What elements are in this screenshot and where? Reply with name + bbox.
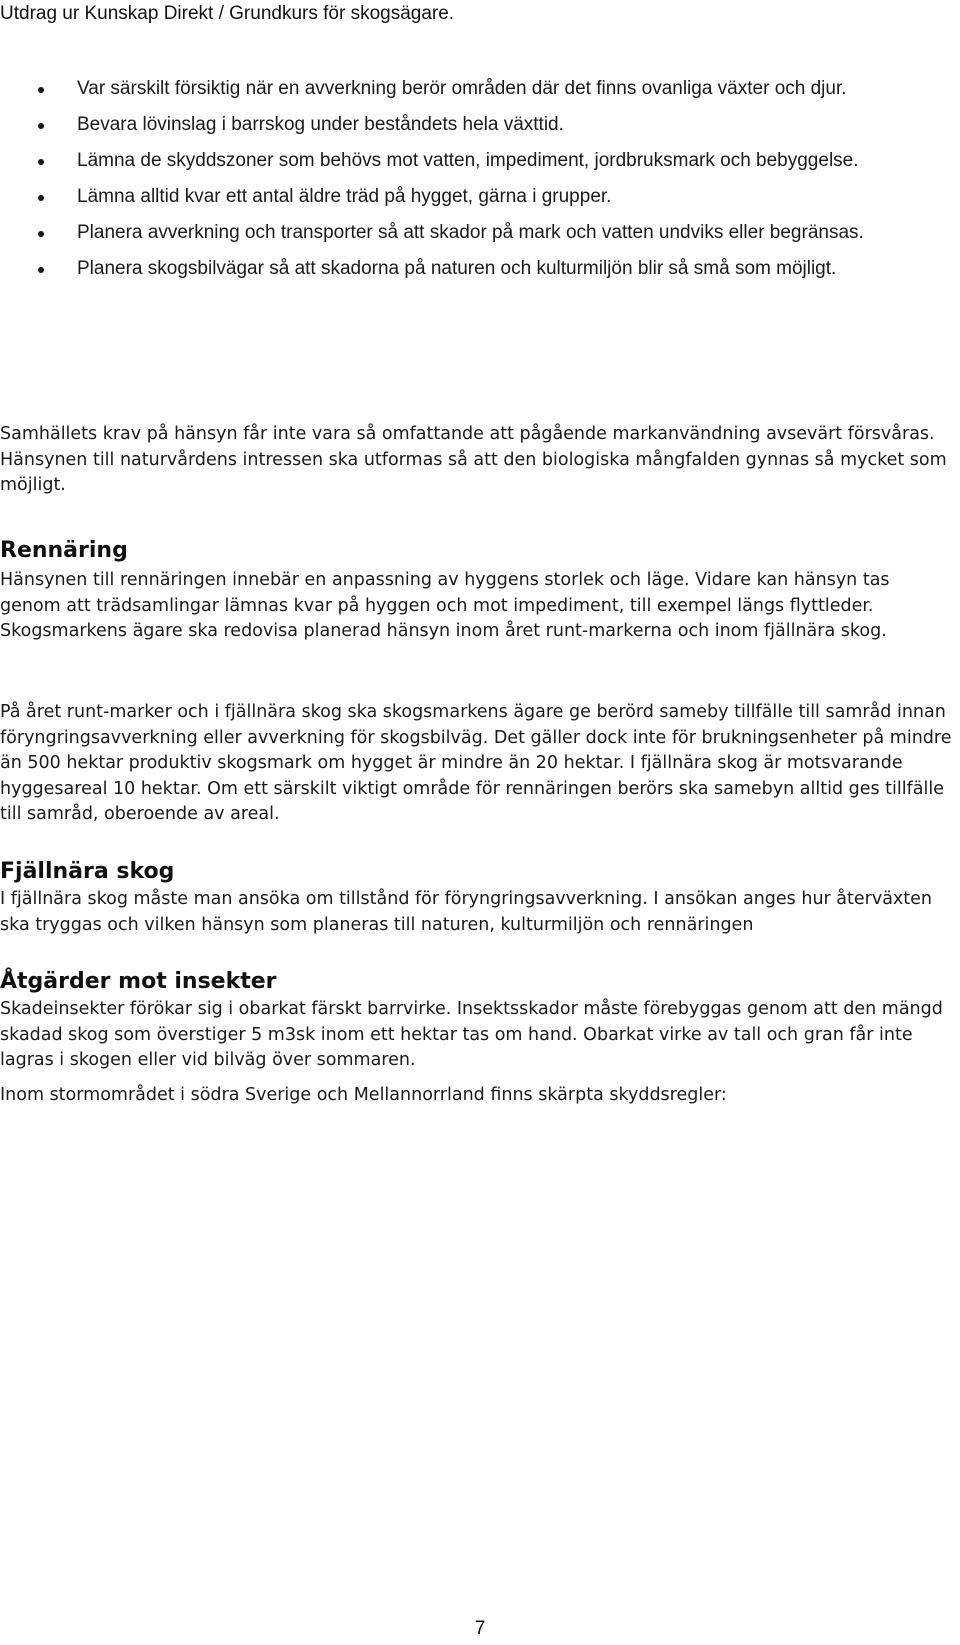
list-item-text: Planera skogsbilvägar så att skadorna på naturen och kulturmiljön blir så små som möjligt.	[77, 258, 837, 279]
paragraph-fjallnara: I fjällnära skog måste man ansöka om tillstånd för föryngringsavverkning. I ansökan anges hur återväxten ska tryggas och vilken hänsyn som planeras till naturen, kulturmiljön och rennäringen	[0, 889, 932, 935]
bullet-icon	[38, 87, 44, 93]
list-item	[0, 180, 960, 214]
paragraph-rennaring-2: På året runt-marker och i fjällnära skog ska skogsmarkens ägare ge berörd sameby tillfälle till samråd innan föryngringsavverkning eller avverkning för skogsbilväg. Det gäller dock inte för brukningsenheter på mindre än 500 hektar produktiv skogsmark om hygget är mindre än 20 hektar. I fjällnära skog är motsvarande hyggesareal 10 hektar. Om ett särskilt viktigt område för rennäringen berörs ska samebyn alltid ges tillfälle till samråd, oberoende av areal.	[0, 702, 952, 824]
list-item-text: Lämna alltid kvar ett antal äldre träd på hygget, gärna i grupper.	[77, 186, 612, 207]
heading-fjallnara-skog: Fjällnära skog	[0, 859, 175, 884]
bullet-icon	[38, 159, 44, 165]
list-item	[0, 216, 960, 250]
page-number: 7	[474, 1618, 486, 1639]
paragraph-insekter-2: Inom stormområdet i södra Sverige och Mellannorrland finns skärpta skyddsregler:	[0, 1085, 727, 1105]
heading-atgarder-mot-insekter: Åtgärder mot insekter	[0, 969, 277, 994]
list-item-text: Planera avverkning och transporter så att skador på mark och vatten undviks eller begränsas.	[77, 222, 864, 243]
paragraph-samhallets-krav: Samhällets krav på hänsyn får inte vara så omfattande att pågående markanvändning avsevärt försvåras. Hänsynen till naturvårdens intressen ska utformas så att den biologiska mångfalden gynnas så mycket som möjligt.	[0, 424, 947, 495]
list-item	[0, 108, 960, 142]
list-item-text: Var särskilt försiktig när en avverkning berör områden där det finns ovanliga växter och djur.	[77, 78, 847, 99]
list-item	[0, 72, 960, 106]
bullet-list	[0, 72, 960, 288]
paragraph-rennaring-1: Hänsynen till rennäringen innebär en anpassning av hyggens storlek och läge. Vidare kan hänsyn tas genom att trädsamlingar lämnas kvar på hyggen och mot impediment, till exempel längs flyttleder. Skogsmarkens ägare ska redovisa planerad hänsyn inom året runt-markerna och inom fjällnära skog.	[0, 570, 890, 641]
bullet-icon	[38, 267, 44, 273]
bullet-icon	[38, 231, 44, 237]
list-item	[0, 144, 960, 178]
bullet-icon	[38, 195, 44, 201]
heading-rennaring: Rennäring	[0, 538, 128, 563]
list-item	[0, 252, 960, 286]
paragraph-insekter-1: Skadeinsekter förökar sig i obarkat färskt barrvirke. Insektsskador måste förebyggas genom att den mängd skadad skog som överstiger 5 m3sk inom ett hektar tas om hand. Obarkat virke av tall och gran får inte lagras i skogen eller vid bilväg över sommaren.	[0, 999, 943, 1070]
bullet-icon	[38, 123, 44, 129]
list-item-text: Lämna de skyddszoner som behövs mot vatten, impediment, jordbruksmark och bebyggelse.	[77, 150, 859, 171]
list-item-text: Bevara lövinslag i barrskog under beståndets hela växttid.	[77, 114, 564, 135]
running-header: Utdrag ur Kunskap Direkt / Grundkurs för skogsägare.	[0, 3, 455, 24]
